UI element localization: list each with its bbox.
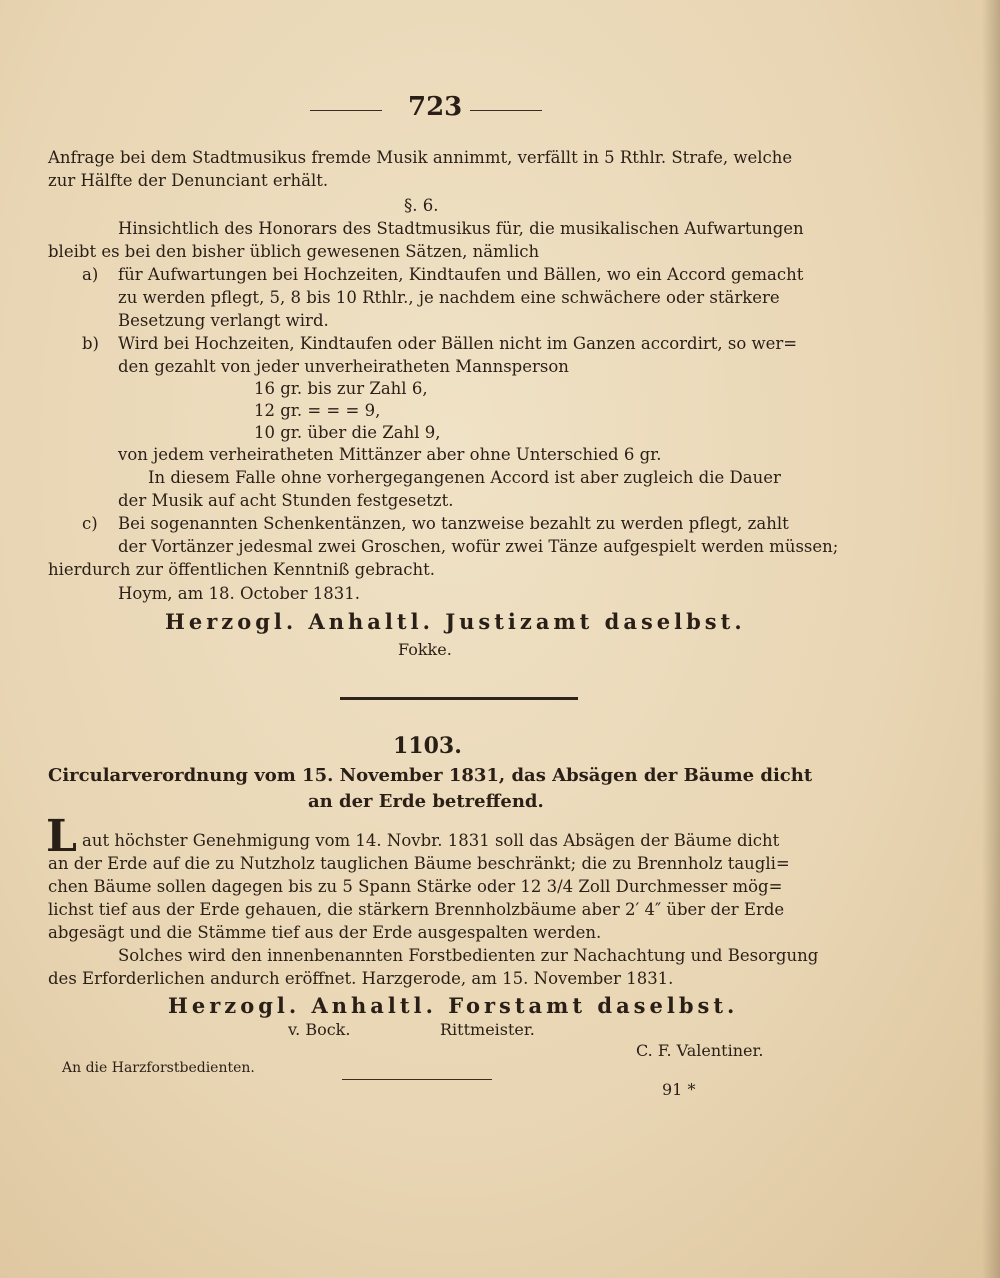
paragraph-mark: §. 6. xyxy=(404,196,439,215)
section-divider xyxy=(340,697,578,700)
place-date: Hoym, am 18. October 1831. xyxy=(118,584,361,603)
section-number: 1103. xyxy=(393,733,462,759)
section-title-line-2: an der Erde betreffend. xyxy=(308,791,544,812)
item-a-line-3: Besetzung verlangt wird. xyxy=(118,311,329,330)
p1-line-2: bleibt es bei den bisher üblich gewesenen Sätzen, nämlich xyxy=(48,242,540,261)
footer-rule xyxy=(342,1079,492,1080)
section-title-line-1: Circularverordnung vom 15. November 1831, das Absägen der Bäume dicht xyxy=(48,765,813,786)
rate-row-1: 16 gr. bis zur Zahl 6, xyxy=(254,379,428,398)
item-a-label: a) xyxy=(82,265,99,284)
p1-line-1: Hinsichtlich des Honorars des Stadtmusikus für, die musikalischen Aufwartungen xyxy=(118,219,804,238)
signature-mark: 91 * xyxy=(662,1080,696,1099)
item-a-line-1: für Aufwartungen bei Hochzeiten, Kindtaufen und Bällen, wo ein Accord gemacht xyxy=(118,265,804,284)
rate-row-3: 10 gr. über die Zahl 9, xyxy=(254,423,441,442)
signer-bock: v. Bock. xyxy=(288,1020,351,1039)
body-line-4: lichst tief aus der Erde gehauen, die stärkern Brennholzbäume aber 2′ 4″ über der Erde xyxy=(48,900,785,919)
intro-line-1 xyxy=(48,147,808,169)
header-rule-left xyxy=(310,110,382,111)
intro-line-2: zur Hälfte der Denunciant erhält. xyxy=(48,171,329,190)
item-b-line-3: von jedem verheiratheten Mittänzer aber ohne Unterschied 6 gr. xyxy=(118,445,662,464)
body-line-7: des Erforderlichen andurch eröffnet. Harzgerode, am 15. November 1831. xyxy=(48,969,674,988)
addressee: An die Harzforstbedienten. xyxy=(62,1060,255,1076)
body-line-5: abgesägt und die Stämme tief aus der Erde ausgespalten werden. xyxy=(48,923,602,942)
signer-valentiner: C. F. Valentiner. xyxy=(636,1041,764,1060)
authority-justizamt: Herzogl. Anhaltl. Justizamt daselbst. xyxy=(165,609,746,634)
body-line-3: chen Bäume sollen dagegen bis zu 5 Spann Stärke oder 12 3/4 Zoll Durchmesser mög= xyxy=(48,877,783,896)
signer-rittmeister: Rittmeister. xyxy=(440,1020,535,1039)
item-b-label: b) xyxy=(82,334,99,353)
item-a-line-2: zu werden pflegt, 5, 8 bis 10 Rthlr., je nachdem eine schwächere oder stärkere xyxy=(118,288,780,307)
item-b-line-2: den gezahlt von jeder unverheiratheten Mannsperson xyxy=(118,357,569,376)
item-c-line-2: der Vortänzer jedesmal zwei Groschen, wofür zwei Tänze aufgespielt werden müssen; xyxy=(118,537,839,556)
page-number: 723 xyxy=(408,92,463,122)
initial-letter: L xyxy=(46,811,77,862)
intro-text-1: Anfrage bei dem Stadtmusikus fremde Musik annimmt, verfällt in 5 Rthlr. Strafe, welche xyxy=(48,148,793,167)
item-c-line-1: Bei sogenannten Schenkentänzen, wo tanzweise bezahlt zu werden pflegt, zahlt xyxy=(118,514,789,533)
item-b-line-5: der Musik auf acht Stunden festgesetzt. xyxy=(118,491,454,510)
authority-forstamt: Herzogl. Anhaltl. Forstamt daselbst. xyxy=(168,993,739,1018)
body-line-6: Solches wird den innenbenannten Forstbedienten zur Nachachtung und Besorgung xyxy=(118,946,819,965)
rate-row-2: 12 gr. = = = 9, xyxy=(254,401,381,420)
item-b-line-4: In diesem Falle ohne vorhergegangenen Accord ist aber zugleich die Dauer xyxy=(148,468,781,487)
header-rule-right xyxy=(470,110,542,111)
body-line-1: aut höchster Genehmigung vom 14. Novbr. 1831 soll das Absägen der Bäume dicht xyxy=(82,831,780,850)
closing-line: hierdurch zur öffentlichen Kenntniß gebracht. xyxy=(48,560,435,579)
item-b-line-1: Wird bei Hochzeiten, Kindtaufen oder Bällen nicht im Ganzen accordirt, so wer= xyxy=(118,334,798,353)
item-c-label: c) xyxy=(82,514,98,533)
signature-fokke: Fokke. xyxy=(398,640,452,659)
body-line-2: an der Erde auf die zu Nutzholz tauglichen Bäume beschränkt; die zu Brennholz taugli= xyxy=(48,854,790,873)
